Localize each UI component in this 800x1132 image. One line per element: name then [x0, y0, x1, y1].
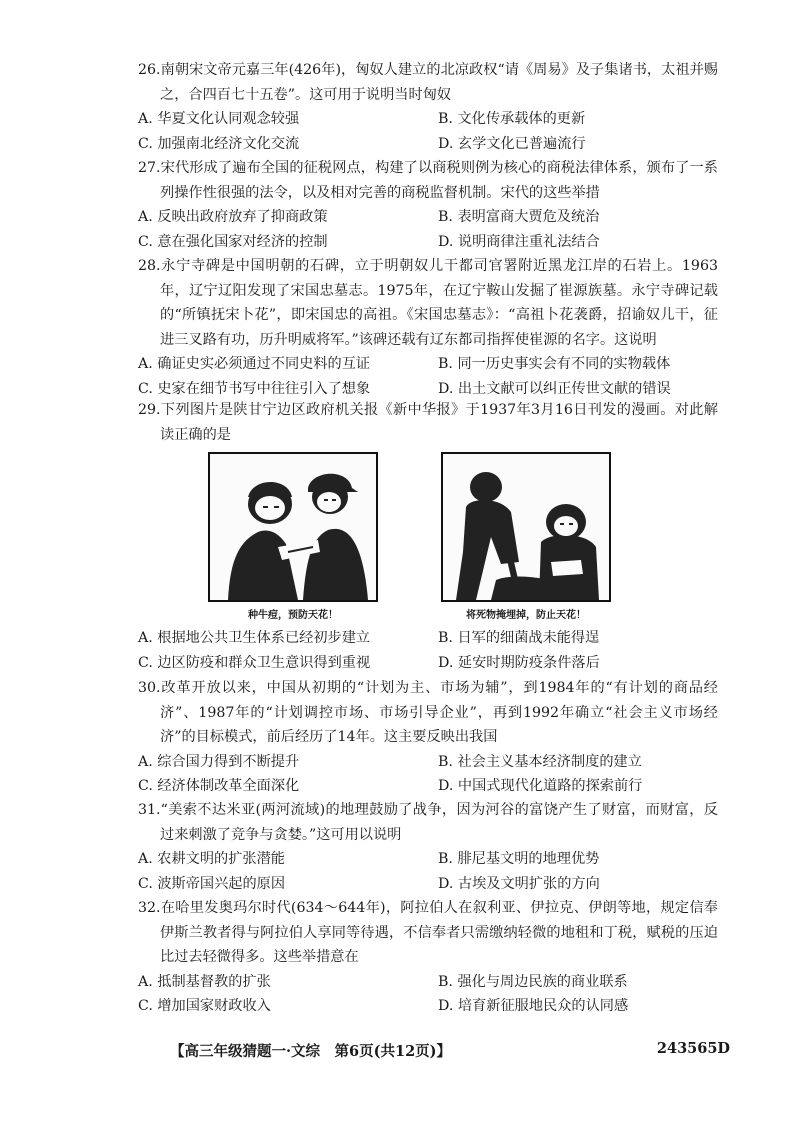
question-30: [138, 676, 718, 799]
question-31: [138, 798, 718, 896]
question-stem: 29.下列图片是陕甘宁边区政府机关报《新中华报》于1937年3月16日刊发的漫画。对此解读正确的是: [138, 402, 718, 443]
cartoon-vaccination-image: [208, 452, 378, 621]
option-b: B. 社会主义基本经济制度的建立: [438, 753, 642, 770]
option-b: B. 同一历史事实会有不同的实物载体: [438, 356, 671, 372]
option-d: D. 出土文献可以纠正传世文献的错误: [438, 380, 671, 397]
option-b: B. 文化传承载体的更新: [438, 111, 586, 127]
option-c: C. 增加国家财政收入: [138, 998, 271, 1014]
options: [138, 847, 718, 896]
option-c: C. 经济体制改革全面深化: [138, 778, 300, 794]
option-c: C. 史家在细节书写中往往引入了想象: [138, 380, 371, 397]
option-b: B. 强化与周边民族的商业联系: [438, 973, 628, 990]
cartoon-burial-drawing: [441, 452, 611, 602]
options: [138, 205, 718, 254]
option-c: C. 波斯帝国兴起的原因: [138, 875, 286, 892]
question-stem: 26.南朝宋文帝元嘉三年(426年)，匈奴人建立的北凉政权“请《周易》及子集诸书，太祖并赐之，合四百七十五卷”。这可用于说明当时匈奴: [138, 62, 718, 103]
options: [138, 626, 718, 675]
question-29-options: [138, 626, 718, 675]
question-28: [138, 254, 718, 401]
option-b: B. 表明富商大贾危及统治: [438, 209, 600, 225]
option-c: C. 意在强化国家对经济的控制: [138, 233, 328, 250]
option-d: D. 中国式现代化道路的探索前行: [438, 778, 643, 794]
option-a: A. 华夏文化认同观念较强: [138, 111, 300, 127]
caption-vaccination: 种牛痘，预防天花！: [248, 610, 338, 621]
option-a: A. 确证史实必须通过不同史料的互证: [138, 356, 371, 372]
option-d: D. 玄学文化已普遍流行: [438, 135, 586, 152]
options: [138, 970, 718, 1019]
option-b: B. 日军的细菌战未能得逞: [438, 630, 600, 646]
option-d: D. 延安时期防疫条件落后: [438, 654, 600, 671]
question-27: [138, 156, 718, 254]
cartoon-burial-image: [441, 452, 611, 621]
footer-exam-code: 243565D: [656, 1040, 730, 1057]
option-c: C. 边区防疫和群众卫生意识得到重视: [138, 654, 371, 671]
question-stem: 32.在哈里发奥玛尔时代(634～644年)，阿拉伯人在叙利亚、伊拉克、伊朗等地，规定信奉伊斯兰教者得与阿拉伯人享同等待遇，不信奉者只需缴纳轻微的地租和丁税，赋税的压迫比过去轻微得多。这些举措意在: [138, 900, 718, 965]
caption-burial: 将死物掩埋掉，防止天花！: [466, 610, 586, 621]
question-stem: 31.“美索不达米亚(两河流域)的地理鼓励了战争，因为河谷的富饶产生了财富，而财富，反过来刺激了竞争与贪婪。”这可用以说明: [138, 802, 718, 843]
footer-page-info: 【高三年级猜题一·文综 第6页(共12页)】: [170, 1043, 452, 1060]
option-a: A. 农耕文明的扩张潜能: [138, 851, 285, 867]
question-32: [138, 896, 718, 1019]
option-c: C. 加强南北经济文化交流: [138, 135, 300, 152]
option-b: B. 腓尼基文明的地理优势: [438, 851, 600, 867]
question-stem: 28.永宁寺碑是中国明朝的石碑，立于明朝奴儿干都司官署附近黑龙江岸的石岩上。1963年，辽宁辽阳发现了宋国忠墓志。1975年，在辽宁鞍山发掘了崔源族墓。永宁寺碑记载的“所镇抚宋卜花”，即宋国忠的高祖。《宋国忠墓志》：“高祖卜花袭爵，招谕奴儿干，征进三叉路有功，历升明威将军。”该碑还载有辽东都司指挥使崔源的名字。这说明: [138, 258, 718, 348]
option-d: D. 古埃及文明扩张的方向: [438, 875, 600, 892]
cartoon-figures: [208, 452, 628, 624]
question-stem: 27.宋代形成了遍布全国的征税网点，构建了以商税则例为核心的商税法律体系，颁布了一系列操作性很强的法令，以及相对完善的商税监督机制。宋代的这些举措: [138, 160, 718, 201]
option-d: D. 说明商律注重礼法结合: [438, 233, 600, 250]
option-a: A. 反映出政府放弃了抑商政策: [138, 209, 328, 225]
option-d: D. 培育新征服地民众的认同感: [438, 998, 629, 1014]
option-a: A. 抵制基督教的扩张: [138, 973, 271, 990]
question-stem: 30.改革开放以来，中国从初期的“计划为主、市场为辅”，到1984年的“有计划的商品经济”、1987年的“计划调控市场、市场引导企业”，再到1992年确立“社会主义市场经济”的目标模式，前后经历了14年。这主要反映出我国: [138, 680, 718, 745]
question-29: [138, 398, 718, 447]
cartoon-vaccination-drawing: [208, 452, 378, 602]
page-footer: [170, 1040, 730, 1064]
options: [138, 750, 718, 799]
option-a: A. 综合国力得到不断提升: [138, 753, 300, 770]
option-a: A. 根据地公共卫生体系已经初步建立: [138, 630, 371, 646]
question-26: [138, 58, 718, 156]
options: [138, 352, 718, 401]
options: [138, 107, 718, 156]
